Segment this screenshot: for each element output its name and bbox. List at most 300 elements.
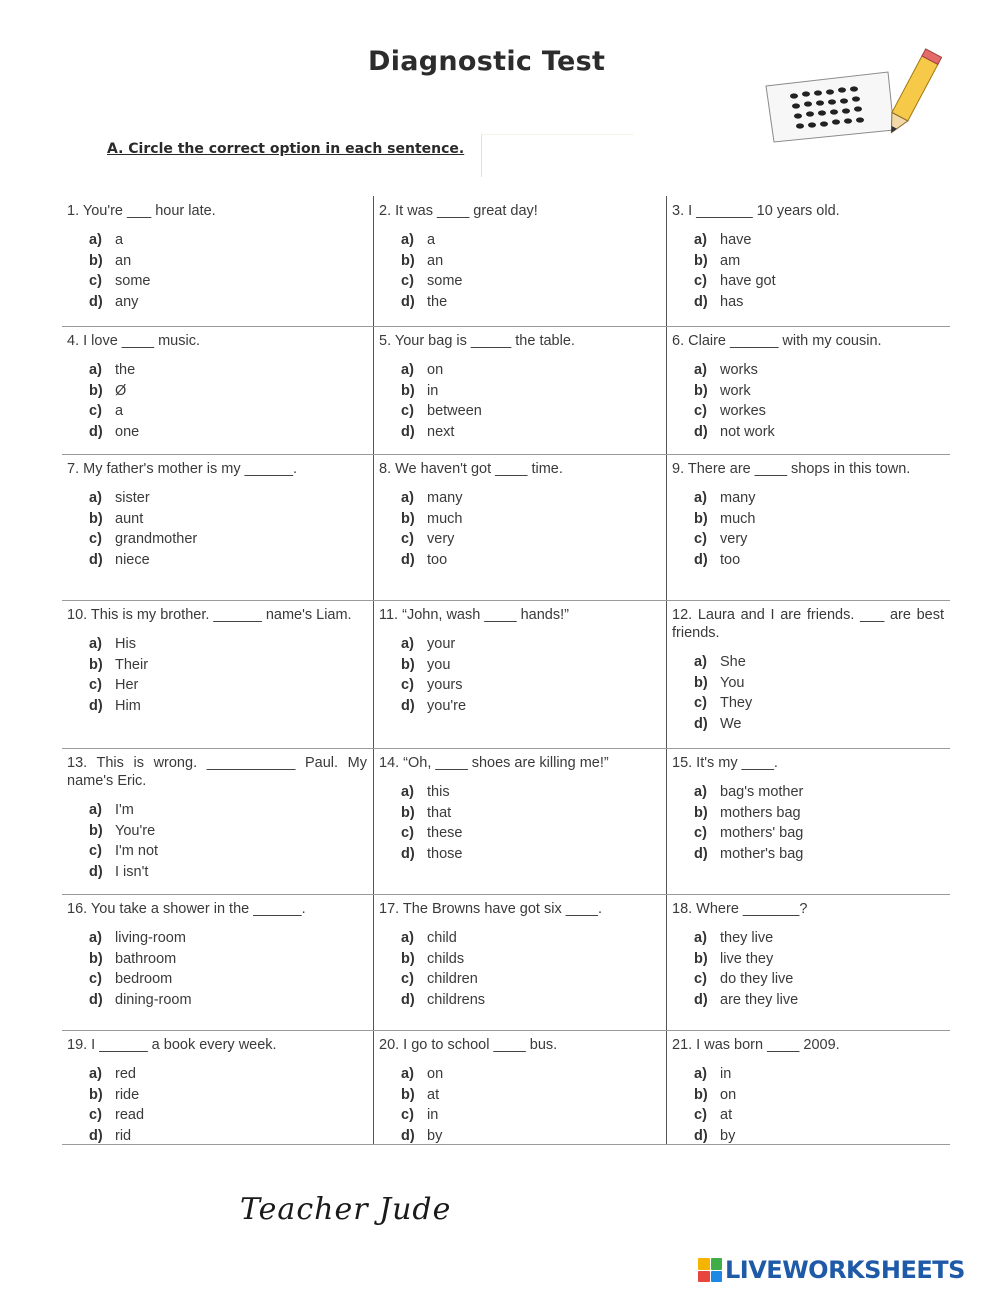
- option-letter: b): [694, 510, 708, 527]
- answer-option[interactable]: [89, 800, 367, 821]
- option-letter: c): [401, 677, 414, 693]
- answer-option[interactable]: [89, 949, 367, 970]
- option-letter: d): [401, 991, 415, 1008]
- option-text: those: [427, 845, 463, 862]
- option-text: too: [720, 551, 741, 568]
- option-letter: a): [401, 232, 414, 248]
- answer-option[interactable]: [401, 422, 660, 443]
- option-letter: d): [89, 1127, 103, 1144]
- answer-option[interactable]: [694, 673, 944, 694]
- answer-option[interactable]: [401, 634, 660, 655]
- question-text: 15. It's my ____.: [672, 755, 778, 771]
- answer-option[interactable]: [694, 844, 944, 865]
- option-text: Their: [115, 656, 149, 673]
- question-cell: [374, 900, 666, 1010]
- option-text: bathroom: [115, 950, 177, 967]
- option-letter: c): [401, 273, 414, 289]
- option-text: living-room: [115, 930, 186, 946]
- question-cell: [374, 460, 666, 570]
- answer-option[interactable]: [89, 509, 367, 530]
- option-letter: b): [89, 252, 103, 269]
- answer-option[interactable]: [89, 529, 367, 550]
- answer-option[interactable]: [89, 401, 367, 422]
- question-text: 3. I _______ 10 years old.: [672, 203, 840, 219]
- option-letter: d): [694, 293, 708, 310]
- answer-option[interactable]: [694, 1064, 944, 1085]
- question-cell: [62, 202, 373, 312]
- answer-option[interactable]: [89, 251, 367, 272]
- answer-option[interactable]: [401, 509, 660, 530]
- option-letter: a): [89, 930, 102, 946]
- answer-option[interactable]: [694, 990, 944, 1011]
- option-text: I'm: [115, 802, 134, 818]
- option-letter: b): [694, 1086, 708, 1103]
- answer-option[interactable]: [401, 823, 660, 844]
- option-letter: d): [401, 293, 415, 310]
- question-grid: [62, 196, 950, 1145]
- answer-option[interactable]: [89, 360, 367, 381]
- option-letter: b): [694, 252, 708, 269]
- option-letter: b): [89, 382, 103, 399]
- option-text: works: [720, 362, 758, 378]
- option-letter: d): [89, 697, 103, 714]
- option-text: are they live: [720, 991, 799, 1008]
- answer-option[interactable]: [89, 550, 367, 571]
- answer-option[interactable]: [694, 401, 944, 422]
- option-letter: b): [401, 382, 415, 399]
- option-letter: a): [89, 232, 102, 248]
- option-list: [401, 634, 660, 716]
- question-text: 4. I love ____ music.: [67, 333, 200, 349]
- option-text: a: [427, 232, 436, 248]
- answer-sheet-with-pencil-icon: [762, 46, 942, 146]
- option-letter: b): [694, 382, 708, 399]
- option-list: [694, 488, 944, 570]
- answer-option[interactable]: [401, 401, 660, 422]
- option-letter: b): [694, 804, 708, 821]
- option-text: dining-room: [115, 991, 192, 1008]
- question-text: 16. You take a shower in the ______.: [67, 901, 306, 917]
- option-text: bag's mother: [720, 784, 804, 800]
- option-text: between: [427, 403, 482, 419]
- answer-option[interactable]: [89, 1105, 367, 1126]
- option-letter: c): [401, 825, 414, 841]
- option-text: workes: [720, 403, 766, 419]
- answer-option[interactable]: [89, 1126, 367, 1147]
- option-text: red: [115, 1066, 136, 1082]
- answer-option[interactable]: [401, 360, 660, 381]
- answer-option[interactable]: [694, 271, 944, 292]
- option-letter: b): [401, 1086, 415, 1103]
- option-letter: a): [694, 232, 707, 248]
- option-letter: d): [401, 551, 415, 568]
- option-list: [89, 928, 367, 1010]
- option-letter: b): [89, 656, 103, 673]
- answer-option[interactable]: [694, 550, 944, 571]
- answer-option[interactable]: [401, 550, 660, 571]
- answer-option[interactable]: [694, 360, 944, 381]
- option-letter: a): [89, 802, 102, 818]
- option-list: [401, 782, 660, 864]
- option-letter: b): [401, 252, 415, 269]
- answer-option[interactable]: [694, 292, 944, 313]
- option-letter: b): [401, 510, 415, 527]
- option-text: mothers' bag: [720, 825, 804, 841]
- answer-option[interactable]: [401, 529, 660, 550]
- option-letter: a): [694, 654, 707, 670]
- answer-option[interactable]: [401, 655, 660, 676]
- option-text: much: [720, 510, 756, 527]
- option-text: have got: [720, 273, 776, 289]
- option-letter: b): [89, 950, 103, 967]
- option-letter: c): [694, 971, 707, 987]
- option-letter: d): [401, 1127, 415, 1144]
- answer-option[interactable]: [401, 292, 660, 313]
- answer-option[interactable]: [401, 1064, 660, 1085]
- option-list: [694, 1064, 944, 1146]
- question-text: 13. This is wrong. ___________ Paul. My name's Eric.: [67, 755, 367, 789]
- option-text: childrens: [427, 991, 486, 1008]
- option-letter: b): [401, 656, 415, 673]
- brand-logo[interactable]: [698, 1257, 965, 1283]
- option-list: [89, 800, 367, 882]
- option-list: [401, 360, 660, 442]
- option-letter: d): [694, 1127, 708, 1144]
- question-text: 5. Your bag is _____ the table.: [379, 333, 575, 349]
- answer-option[interactable]: [694, 969, 944, 990]
- question-cell: [374, 332, 666, 442]
- option-text: am: [720, 252, 741, 269]
- answer-option[interactable]: [401, 381, 660, 402]
- option-list: [694, 230, 944, 312]
- answer-option[interactable]: [694, 1126, 944, 1147]
- answer-field[interactable]: [481, 134, 634, 177]
- option-text: live they: [720, 950, 774, 967]
- option-text: very: [720, 531, 748, 547]
- question-text: 21. I was born ____ 2009.: [672, 1037, 840, 1053]
- option-text: too: [427, 551, 448, 568]
- option-text: much: [427, 510, 463, 527]
- answer-option[interactable]: [89, 990, 367, 1011]
- question-cell: [62, 754, 373, 882]
- option-letter: a): [89, 490, 102, 506]
- question-cell: [62, 460, 373, 570]
- answer-option[interactable]: [89, 841, 367, 862]
- option-letter: a): [89, 1066, 102, 1082]
- option-text: they live: [720, 930, 774, 946]
- answer-option[interactable]: [401, 990, 660, 1011]
- option-text: ride: [115, 1086, 140, 1103]
- option-text: in: [720, 1066, 732, 1082]
- option-letter: a): [89, 362, 102, 378]
- option-letter: c): [89, 971, 102, 987]
- answer-option[interactable]: [89, 1064, 367, 1085]
- answer-option[interactable]: [401, 949, 660, 970]
- answer-option[interactable]: [401, 969, 660, 990]
- option-letter: c): [694, 403, 707, 419]
- answer-option[interactable]: [694, 381, 944, 402]
- grid-row-divider: [62, 894, 950, 895]
- answer-option[interactable]: [89, 634, 367, 655]
- question-text: 1. You're ___ hour late.: [67, 203, 216, 219]
- option-text: His: [115, 636, 136, 652]
- option-letter: c): [89, 403, 102, 419]
- answer-option[interactable]: [694, 782, 944, 803]
- option-text: on: [427, 362, 444, 378]
- option-text: has: [720, 293, 744, 310]
- teacher-signature: Teacher Jude: [240, 1192, 452, 1227]
- question-cell: [667, 1036, 950, 1146]
- option-letter: a): [401, 784, 414, 800]
- option-letter: b): [401, 950, 415, 967]
- option-letter: d): [694, 845, 708, 862]
- option-text: these: [427, 825, 463, 841]
- answer-option[interactable]: [401, 782, 660, 803]
- grid-row-divider: [62, 326, 950, 327]
- answer-option[interactable]: [401, 1105, 660, 1126]
- answer-option[interactable]: [89, 271, 367, 292]
- option-letter: d): [89, 293, 103, 310]
- page-title: Diagnostic Test: [368, 46, 606, 77]
- option-text: Ø: [115, 382, 127, 399]
- answer-option[interactable]: [89, 821, 367, 842]
- option-text: by: [427, 1127, 443, 1144]
- question-cell: [667, 754, 950, 864]
- option-list: [89, 360, 367, 442]
- option-letter: c): [401, 403, 414, 419]
- answer-option[interactable]: [694, 230, 944, 251]
- answer-option[interactable]: [401, 251, 660, 272]
- option-text: many: [427, 490, 463, 506]
- question-cell: [374, 606, 666, 716]
- option-letter: b): [89, 1086, 103, 1103]
- option-text: not work: [720, 423, 775, 440]
- option-letter: c): [89, 677, 102, 693]
- answer-option[interactable]: [401, 230, 660, 251]
- question-cell: [667, 606, 950, 734]
- option-letter: a): [401, 930, 414, 946]
- grid-row-divider: [62, 600, 950, 601]
- question-cell: [62, 606, 373, 716]
- answer-option[interactable]: [401, 271, 660, 292]
- option-letter: a): [694, 362, 707, 378]
- option-letter: d): [694, 551, 708, 568]
- option-letter: a): [401, 1066, 414, 1082]
- answer-option[interactable]: [694, 652, 944, 673]
- option-text: a: [115, 403, 124, 419]
- answer-option[interactable]: [89, 675, 367, 696]
- question-cell: [62, 1036, 373, 1146]
- option-list: [401, 488, 660, 570]
- answer-option[interactable]: [694, 803, 944, 824]
- answer-option[interactable]: [401, 675, 660, 696]
- answer-option[interactable]: [401, 928, 660, 949]
- answer-option[interactable]: [694, 488, 944, 509]
- answer-option[interactable]: [89, 292, 367, 313]
- answer-option[interactable]: [401, 1126, 660, 1147]
- question-text: 6. Claire ______ with my cousin.: [672, 333, 882, 349]
- question-text: 17. The Browns have got six ____.: [379, 901, 603, 917]
- question-cell: [62, 900, 373, 1010]
- option-text: They: [720, 695, 753, 711]
- question-text: 8. We haven't got ____ time.: [379, 461, 563, 477]
- option-letter: c): [89, 531, 102, 547]
- option-text: yours: [427, 677, 463, 693]
- option-letter: d): [89, 863, 103, 880]
- grid-row-divider: [62, 748, 950, 749]
- option-text: You're: [115, 822, 156, 839]
- grid-row-divider: [62, 1030, 950, 1031]
- option-list: [694, 928, 944, 1010]
- option-list: [694, 360, 944, 442]
- option-letter: c): [694, 531, 707, 547]
- answer-option[interactable]: [694, 714, 944, 735]
- option-letter: d): [89, 991, 103, 1008]
- option-text: one: [115, 423, 140, 440]
- option-letter: d): [694, 715, 708, 732]
- option-text: read: [115, 1107, 145, 1123]
- question-cell: [667, 332, 950, 442]
- option-text: have: [720, 232, 752, 248]
- option-text: children: [427, 971, 478, 987]
- option-list: [401, 230, 660, 312]
- option-text: the: [115, 362, 136, 378]
- option-text: on: [720, 1086, 737, 1103]
- option-text: I isn't: [115, 863, 149, 880]
- option-letter: b): [89, 510, 103, 527]
- option-text: by: [720, 1127, 736, 1144]
- option-letter: d): [401, 423, 415, 440]
- option-text: in: [427, 1107, 439, 1123]
- option-text: grandmother: [115, 531, 198, 547]
- question-cell: [667, 460, 950, 570]
- option-text: this: [427, 784, 450, 800]
- answer-option[interactable]: [694, 693, 944, 714]
- option-list: [401, 1064, 660, 1146]
- answer-option[interactable]: [89, 696, 367, 717]
- question-cell: [62, 332, 373, 442]
- answer-option[interactable]: [401, 696, 660, 717]
- option-letter: d): [694, 991, 708, 1008]
- answer-option[interactable]: [89, 230, 367, 251]
- option-text: We: [720, 715, 742, 732]
- brand-name: LIVEWORKSHEETS: [725, 1256, 965, 1284]
- question-text: 11. “John, wash ____ hands!”: [379, 607, 569, 623]
- option-letter: d): [401, 697, 415, 714]
- option-letter: d): [401, 845, 415, 862]
- option-text: work: [720, 382, 751, 399]
- option-text: some: [115, 273, 151, 289]
- option-letter: c): [89, 843, 102, 859]
- option-list: [694, 782, 944, 864]
- option-letter: c): [694, 695, 707, 711]
- question-text: 18. Where _______?: [672, 901, 808, 917]
- option-letter: a): [694, 930, 707, 946]
- question-text: 12. Laura and I are friends. ___ are best friends.: [672, 607, 944, 641]
- option-text: many: [720, 490, 756, 506]
- option-letter: c): [694, 273, 707, 289]
- question-text: 7. My father's mother is my ______.: [67, 461, 298, 477]
- option-letter: c): [89, 1107, 102, 1123]
- answer-option[interactable]: [89, 381, 367, 402]
- answer-option[interactable]: [89, 1085, 367, 1106]
- answer-option[interactable]: [694, 509, 944, 530]
- question-cell: [374, 754, 666, 864]
- option-text: you: [427, 656, 451, 673]
- option-text: at: [720, 1107, 733, 1123]
- option-text: at: [427, 1086, 440, 1103]
- answer-option[interactable]: [89, 422, 367, 443]
- option-text: Her: [115, 677, 139, 693]
- option-text: mothers bag: [720, 804, 801, 821]
- option-letter: d): [89, 551, 103, 568]
- grid-row-divider: [62, 454, 950, 455]
- option-text: on: [427, 1066, 444, 1082]
- question-text: 10. This is my brother. ______ name's Liam.: [67, 607, 352, 623]
- answer-option[interactable]: [694, 949, 944, 970]
- answer-option[interactable]: [694, 928, 944, 949]
- option-text: She: [720, 654, 746, 670]
- answer-option[interactable]: [89, 928, 367, 949]
- option-list: [694, 652, 944, 734]
- option-text: next: [427, 423, 455, 440]
- option-letter: a): [401, 362, 414, 378]
- answer-option[interactable]: [401, 1085, 660, 1106]
- option-text: sister: [115, 490, 150, 506]
- liveworksheets-logo-icon: [698, 1258, 722, 1282]
- answer-option[interactable]: [694, 1105, 944, 1126]
- answer-option[interactable]: [694, 529, 944, 550]
- answer-option[interactable]: [89, 862, 367, 883]
- option-letter: a): [89, 636, 102, 652]
- option-letter: b): [89, 822, 103, 839]
- option-text: any: [115, 293, 139, 310]
- answer-option[interactable]: [694, 422, 944, 443]
- section-instruction: A. Circle the correct option in each sentence.: [107, 141, 465, 157]
- question-text: 19. I ______ a book every week.: [67, 1037, 277, 1053]
- question-cell: [667, 202, 950, 312]
- option-letter: d): [89, 423, 103, 440]
- question-text: 9. There are ____ shops in this town.: [672, 461, 911, 477]
- answer-option[interactable]: [89, 655, 367, 676]
- answer-option[interactable]: [401, 803, 660, 824]
- answer-option[interactable]: [401, 488, 660, 509]
- option-text: You: [720, 674, 745, 691]
- answer-option[interactable]: [89, 969, 367, 990]
- option-letter: c): [694, 825, 707, 841]
- answer-option[interactable]: [694, 251, 944, 272]
- option-list: [89, 1064, 367, 1146]
- option-letter: b): [694, 674, 708, 691]
- answer-option[interactable]: [89, 488, 367, 509]
- option-letter: c): [401, 1107, 414, 1123]
- option-list: [401, 928, 660, 1010]
- option-text: bedroom: [115, 971, 173, 987]
- question-text: 14. “Oh, ____ shoes are killing me!”: [379, 755, 609, 771]
- answer-option[interactable]: [694, 1085, 944, 1106]
- option-text: that: [427, 804, 452, 821]
- answer-option[interactable]: [694, 823, 944, 844]
- option-list: [89, 634, 367, 716]
- option-text: a: [115, 232, 124, 248]
- answer-option[interactable]: [401, 844, 660, 865]
- option-text: you're: [427, 697, 467, 714]
- question-cell: [667, 900, 950, 1010]
- option-text: childs: [427, 950, 465, 967]
- option-text: an: [115, 252, 132, 269]
- option-text: your: [427, 636, 456, 652]
- option-letter: d): [694, 423, 708, 440]
